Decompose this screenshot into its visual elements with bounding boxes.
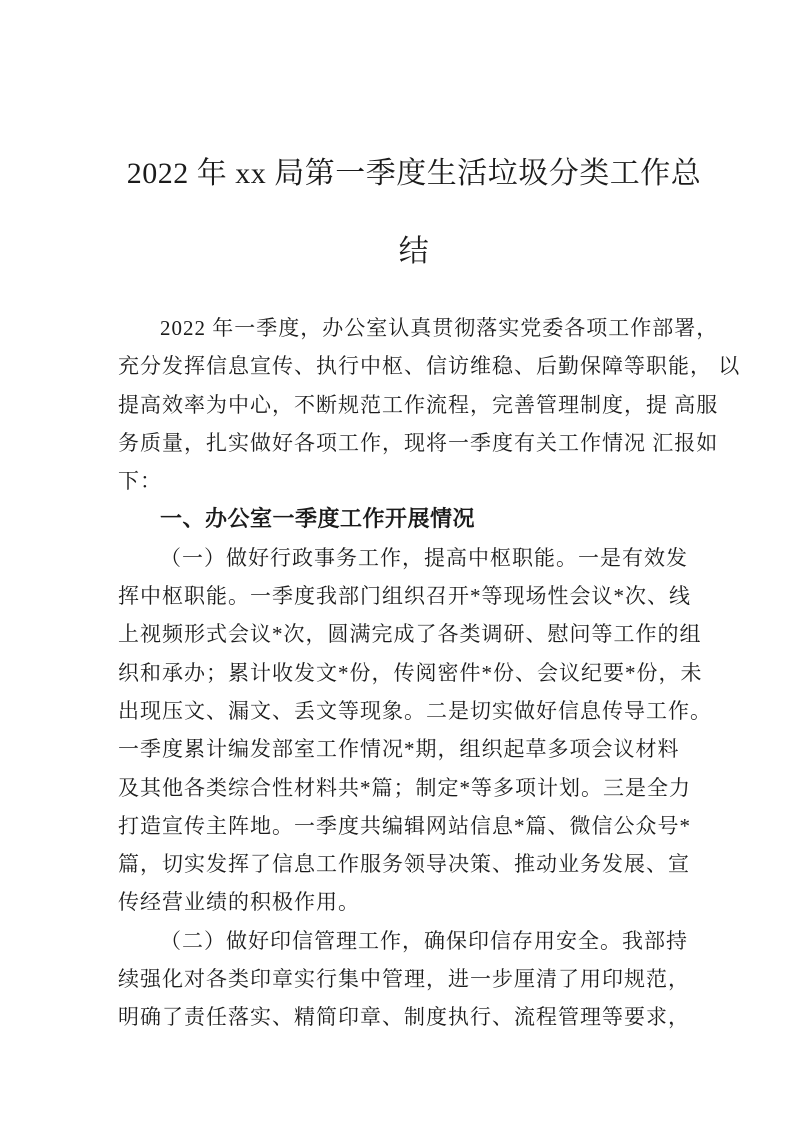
document-content <box>118 0 741 1037</box>
title-line-2: 结 <box>398 235 430 268</box>
paragraph <box>118 309 741 500</box>
text-line: 及其他各类综合性材料共*篇；制定*等多项计划。三是全力 <box>118 775 691 800</box>
text-line: 出现压文、漏文、丢文等现象。二是切实做好信息传导工作。 <box>118 698 712 723</box>
text-line: 明确了责任落实、精简印章、制度执行、流程管理等要求， <box>118 1005 690 1030</box>
text-line: （二）做好印信管理工作，确保印信存用安全。我部持 <box>160 928 688 953</box>
text-line: 打造宣传主阵地。一季度共编辑网站信息*篇、微信公众号* <box>118 813 691 838</box>
text-line: 务质量，扎实做好各项工作，现将一季度有关工作情况 汇报如 <box>118 430 719 455</box>
document-body <box>118 309 741 1037</box>
text-line: 篇，切实发挥了信息工作服务领导决策、推动业务发展、宣 <box>118 852 690 877</box>
text-line: 提高效率为中心，不断规范工作流程，完善管理制度，提 高服 <box>118 392 719 417</box>
text-line: 挥中枢职能。一季度我部门组织召开*等现场性会议*次、线 <box>118 584 691 609</box>
paragraph <box>118 922 710 1037</box>
text-line: 织和承办；累计收发文*份，传阅密件*份、会议纪要*份，未 <box>118 660 703 685</box>
document-title <box>118 135 710 291</box>
text-line: 续强化对各类印章实行集中管理，进一步厘清了用印规范， <box>118 967 690 992</box>
title-line-1: 2022 年 xx 局第一季度生活垃圾分类工作总 <box>126 157 702 190</box>
section-heading <box>118 500 710 538</box>
text-line: 一季度累计编发部室工作情况*期，组织起草多项会议材料 <box>118 737 680 762</box>
text-line: 一、办公室一季度工作开展情况 <box>160 506 476 532</box>
text-line: 上视频形式会议*次，圆满完成了各类调研、慰问等工作的组 <box>118 622 702 647</box>
paragraph <box>118 539 710 922</box>
text-line: 下： <box>118 469 162 494</box>
text-line: （一）做好行政事务工作，提高中枢职能。一是有效发 <box>160 545 688 570</box>
text-line: 2022 年一季度，办公室认真贯彻落实党委各项工作部署， <box>160 316 719 340</box>
text-line: 充分发挥信息宣传、执行中枢、信访维稳、后勤保障等职能， 以 <box>118 354 741 379</box>
text-line: 传经营业绩的积极作用。 <box>118 890 360 915</box>
